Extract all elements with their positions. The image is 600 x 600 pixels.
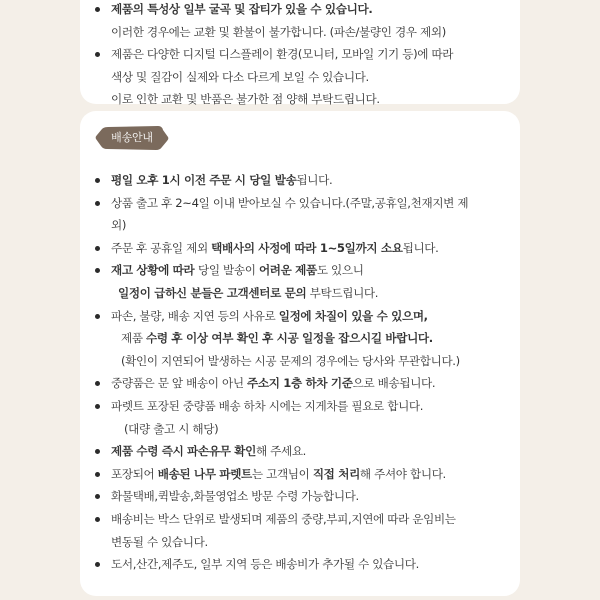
- emphasis-text: 택배사의 사정에 따라 1~5일까지 소요: [211, 240, 403, 255]
- body-text: 상품 출고 후 2~4일 이내 받아보실 수 있습니다.(주말,공휴일,천재지변 제: [111, 195, 469, 210]
- body-text: 부탁드립니다.: [306, 285, 379, 300]
- emphasis-text: 주소지 1층 하차 기준: [247, 376, 353, 391]
- bullet-item: [94, 305, 520, 328]
- body-text: 으로 배송됩니다.: [352, 376, 436, 391]
- body-text: 변동될 수 있습니다.: [111, 534, 208, 549]
- body-text: 중량품은 문 앞 배송이 아닌: [111, 376, 248, 391]
- body-text: (확인이 지연되어 발생하는 시공 문제의 경우에는 당사와 무관합니다.): [121, 353, 460, 368]
- body-text: 됩니다.: [296, 173, 333, 187]
- bullet-item: [94, 395, 520, 418]
- notice-list: [94, 0, 520, 111]
- bullet-item: [94, 169, 520, 192]
- emphasis-text: 평일 오후 1시 이전 주문 시 당일 발송: [111, 173, 297, 187]
- body-text: 해 주셔야 합니다.: [359, 466, 446, 481]
- emphasis-text: 재고 상황에 따라: [111, 263, 199, 278]
- body-text: 제품은 다양한 디지털 디스플레이 환경(모니터, 모바일 기기 등)에 따라: [111, 47, 454, 62]
- body-text: 외): [111, 218, 127, 233]
- body-text: 색상 및 질감이 실제와 다소 다르게 보일 수 있습니다.: [111, 69, 369, 84]
- bullet-item: [94, 463, 520, 486]
- body-text: 됩니다.: [402, 240, 439, 255]
- emphasis-text: 어려운 제품: [258, 263, 317, 278]
- body-text: 주문 후 공휴일 제외: [111, 240, 212, 255]
- continuation-line: [94, 418, 520, 441]
- body-text: 화물택배,퀵발송,화물영업소 방문 수령 가능합니다.: [111, 489, 359, 504]
- body-text: 도 있으니: [316, 263, 364, 278]
- section-badge: [94, 125, 170, 151]
- body-text: (대량 출고 시 해당): [124, 421, 219, 436]
- shipping-info-card: [80, 111, 520, 596]
- continuation-line: [94, 21, 520, 44]
- continuation-line: [94, 88, 520, 111]
- shipping-list: [94, 169, 520, 576]
- product-notice-card: [80, 0, 520, 107]
- body-text: 포장되어: [111, 466, 158, 481]
- bullet-item: [94, 192, 520, 215]
- body-text: 도서,산간,제주도, 일부 지역 등은 배송비가 추가될 수 있습니다.: [111, 557, 419, 572]
- emphasis-text: 직접 처리: [312, 466, 360, 481]
- section-title: 배송안내: [111, 131, 153, 144]
- bullet-item: [94, 440, 520, 463]
- emphasis-text: 배송된 나무 파렛트: [157, 466, 252, 481]
- bullet-item: [94, 259, 520, 282]
- body-text: 해 주세요.: [255, 444, 307, 459]
- emphasis-text: 제품 수령 즉시 파손유무 확인: [111, 444, 256, 459]
- continuation-line: [94, 214, 520, 237]
- bullet-item: [94, 372, 520, 395]
- emphasis-text: 일정이 급하신 분들은 고객센터로 문의: [118, 285, 307, 300]
- body-text: 는 고객님이: [251, 466, 313, 481]
- bullet-item: [94, 553, 520, 576]
- continuation-line: [94, 327, 520, 350]
- emphasis-text: 일정에 차질이 있을 수 있으며,: [278, 308, 428, 323]
- bullet-item: [94, 508, 520, 531]
- body-text: 이로 인한 교환 및 반품은 불가한 점 양해 부탁드립니다.: [111, 92, 380, 107]
- continuation-line: [94, 282, 520, 305]
- body-text: 파렛트 포장된 중량품 배송 하차 시에는 지게차를 필요로 합니다.: [111, 398, 424, 413]
- body-text: 파손, 불량, 배송 지연 등의 사유로: [111, 308, 279, 323]
- bullet-item: [94, 237, 520, 260]
- bullet-item: [94, 43, 520, 66]
- body-text: 제품: [121, 331, 147, 346]
- body-text: 이러한 경우에는 교환 및 환불이 불가합니다. (파손/불량인 경우 제외): [111, 24, 446, 39]
- continuation-line: [94, 531, 520, 554]
- bullet-item: [94, 485, 520, 508]
- body-text: 배송비는 박스 단위로 발생되며 제품의 중량,부피,지연에 따라 운임비는: [111, 511, 456, 526]
- emphasis-text: 수령 후 이상 여부 확인 후 시공 일정을 잡으시길 바랍니다.: [146, 331, 433, 346]
- body-text: 당일 발송이: [198, 263, 259, 278]
- continuation-line: [94, 66, 520, 89]
- emphasis-text: 제품의 특성상 일부 굴곡 및 잡티가 있을 수 있습니다.: [111, 2, 373, 16]
- continuation-line: [94, 350, 520, 373]
- bullet-item: [94, 0, 520, 21]
